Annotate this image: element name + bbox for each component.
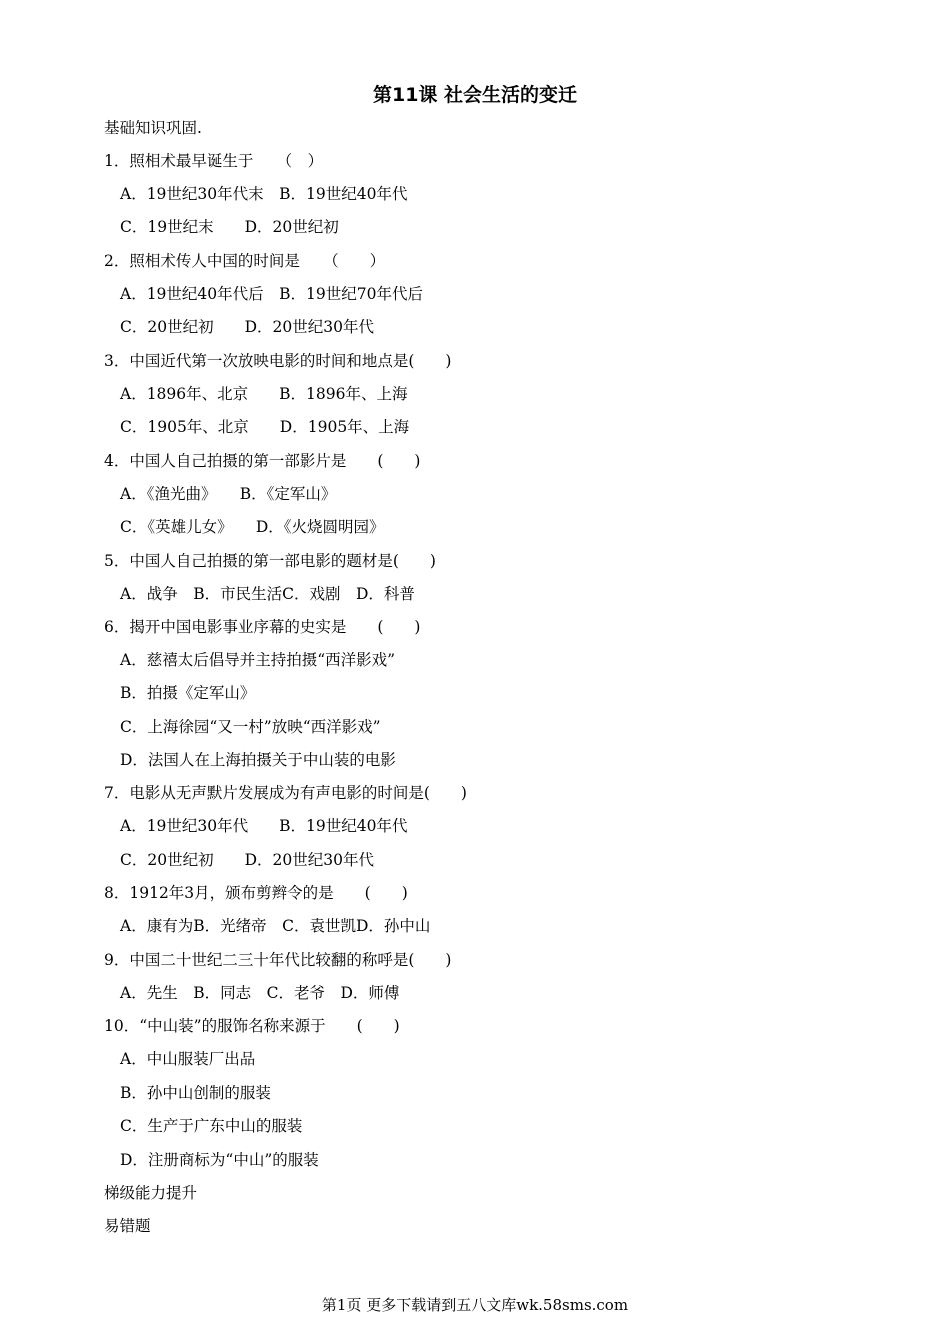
- question-stem-3: 3．中国近代第一次放映电影的时间和地点是( ): [104, 352, 452, 370]
- question-stem-2: 2．照相术传人中国的时间是 （ ）: [104, 252, 386, 270]
- question-3-options-line-1: A．1896年、北京 B．1896年、上海: [120, 385, 408, 403]
- question-3-options-line-2: C．1905年、北京 D．1905年、上海: [120, 418, 410, 436]
- question-6-option-d: D．法国人在上海拍摄关于中山装的电影: [120, 751, 396, 769]
- question-1-options-line-1: A．19世纪30年代末 B．19世纪40年代: [120, 185, 408, 203]
- question-6-option-c: C．上海徐园“又一村”放映“西洋影戏”: [120, 718, 381, 736]
- question-stem-6: 6．揭开中国电影事业序幕的史实是 ( ): [104, 618, 421, 636]
- question-10-option-d: D．注册商标为“中山”的服装: [120, 1151, 319, 1169]
- question-6-option-a: A．慈禧太后倡导并主持拍摄“西洋影戏”: [120, 651, 396, 669]
- question-5-options-line-1: A．战争 B．市民生活C．戏剧 D．科普: [120, 585, 415, 603]
- question-7-options-line-2: C．20世纪初 D．20世纪30年代: [120, 851, 374, 869]
- section-heading-advanced: 梯级能力提升: [104, 1184, 198, 1202]
- question-10-option-a: A．中山服装厂出品: [120, 1050, 256, 1068]
- question-2-options-line-1: A．19世纪40年代后 B．19世纪70年代后: [120, 285, 423, 303]
- page-footer: 第1页 更多下载请到五八文库wk.58sms.com: [321, 1296, 629, 1314]
- question-6-option-b: B．拍摄《定军山》: [120, 684, 256, 702]
- question-1-options-line-2: C．19世纪末 D．20世纪初: [120, 218, 339, 236]
- page-title: 第11课 社会生活的变迁: [372, 84, 578, 106]
- question-2-options-line-2: C．20世纪初 D．20世纪30年代: [120, 318, 374, 336]
- question-4-options-line-2: C．《英雄儿女》 D．《火烧圆明园》: [120, 518, 385, 536]
- question-stem-9: 9．中国二十世纪二三十年代比较翻的称呼是( ): [104, 951, 452, 969]
- question-stem-10: 10．“中山装”的服饰名称来源于 ( ): [104, 1017, 400, 1035]
- question-10-option-b: B．孙中山创制的服装: [120, 1084, 271, 1102]
- question-8-options-line-1: A．康有为B．光绪帝 C．袁世凯D．孙中山: [120, 917, 431, 935]
- question-stem-7: 7．电影从无声默片发展成为有声电影的时间是( ): [104, 784, 467, 802]
- section-heading-basic: 基础知识巩固.: [104, 119, 202, 137]
- section-heading-tricky: 易错题: [104, 1217, 151, 1235]
- question-7-options-line-1: A．19世纪30年代 B．19世纪40年代: [120, 817, 408, 835]
- question-stem-4: 4．中国人自己拍摄的第一部影片是 ( ): [104, 452, 421, 470]
- question-stem-1: 1．照相术最早诞生于 （ ）: [104, 152, 324, 170]
- question-10-option-c: C．生产于广东中山的服装: [120, 1117, 303, 1135]
- question-9-options-line-1: A．先生 B．同志 C．老爷 D．师傅: [120, 984, 400, 1002]
- question-stem-5: 5．中国人自己拍摄的第一部电影的题材是( ): [104, 552, 436, 570]
- question-stem-8: 8．1912年3月，颁布剪辫令的是 ( ): [104, 884, 408, 902]
- question-4-options-line-1: A．《渔光曲》 B．《定军山》: [120, 485, 337, 503]
